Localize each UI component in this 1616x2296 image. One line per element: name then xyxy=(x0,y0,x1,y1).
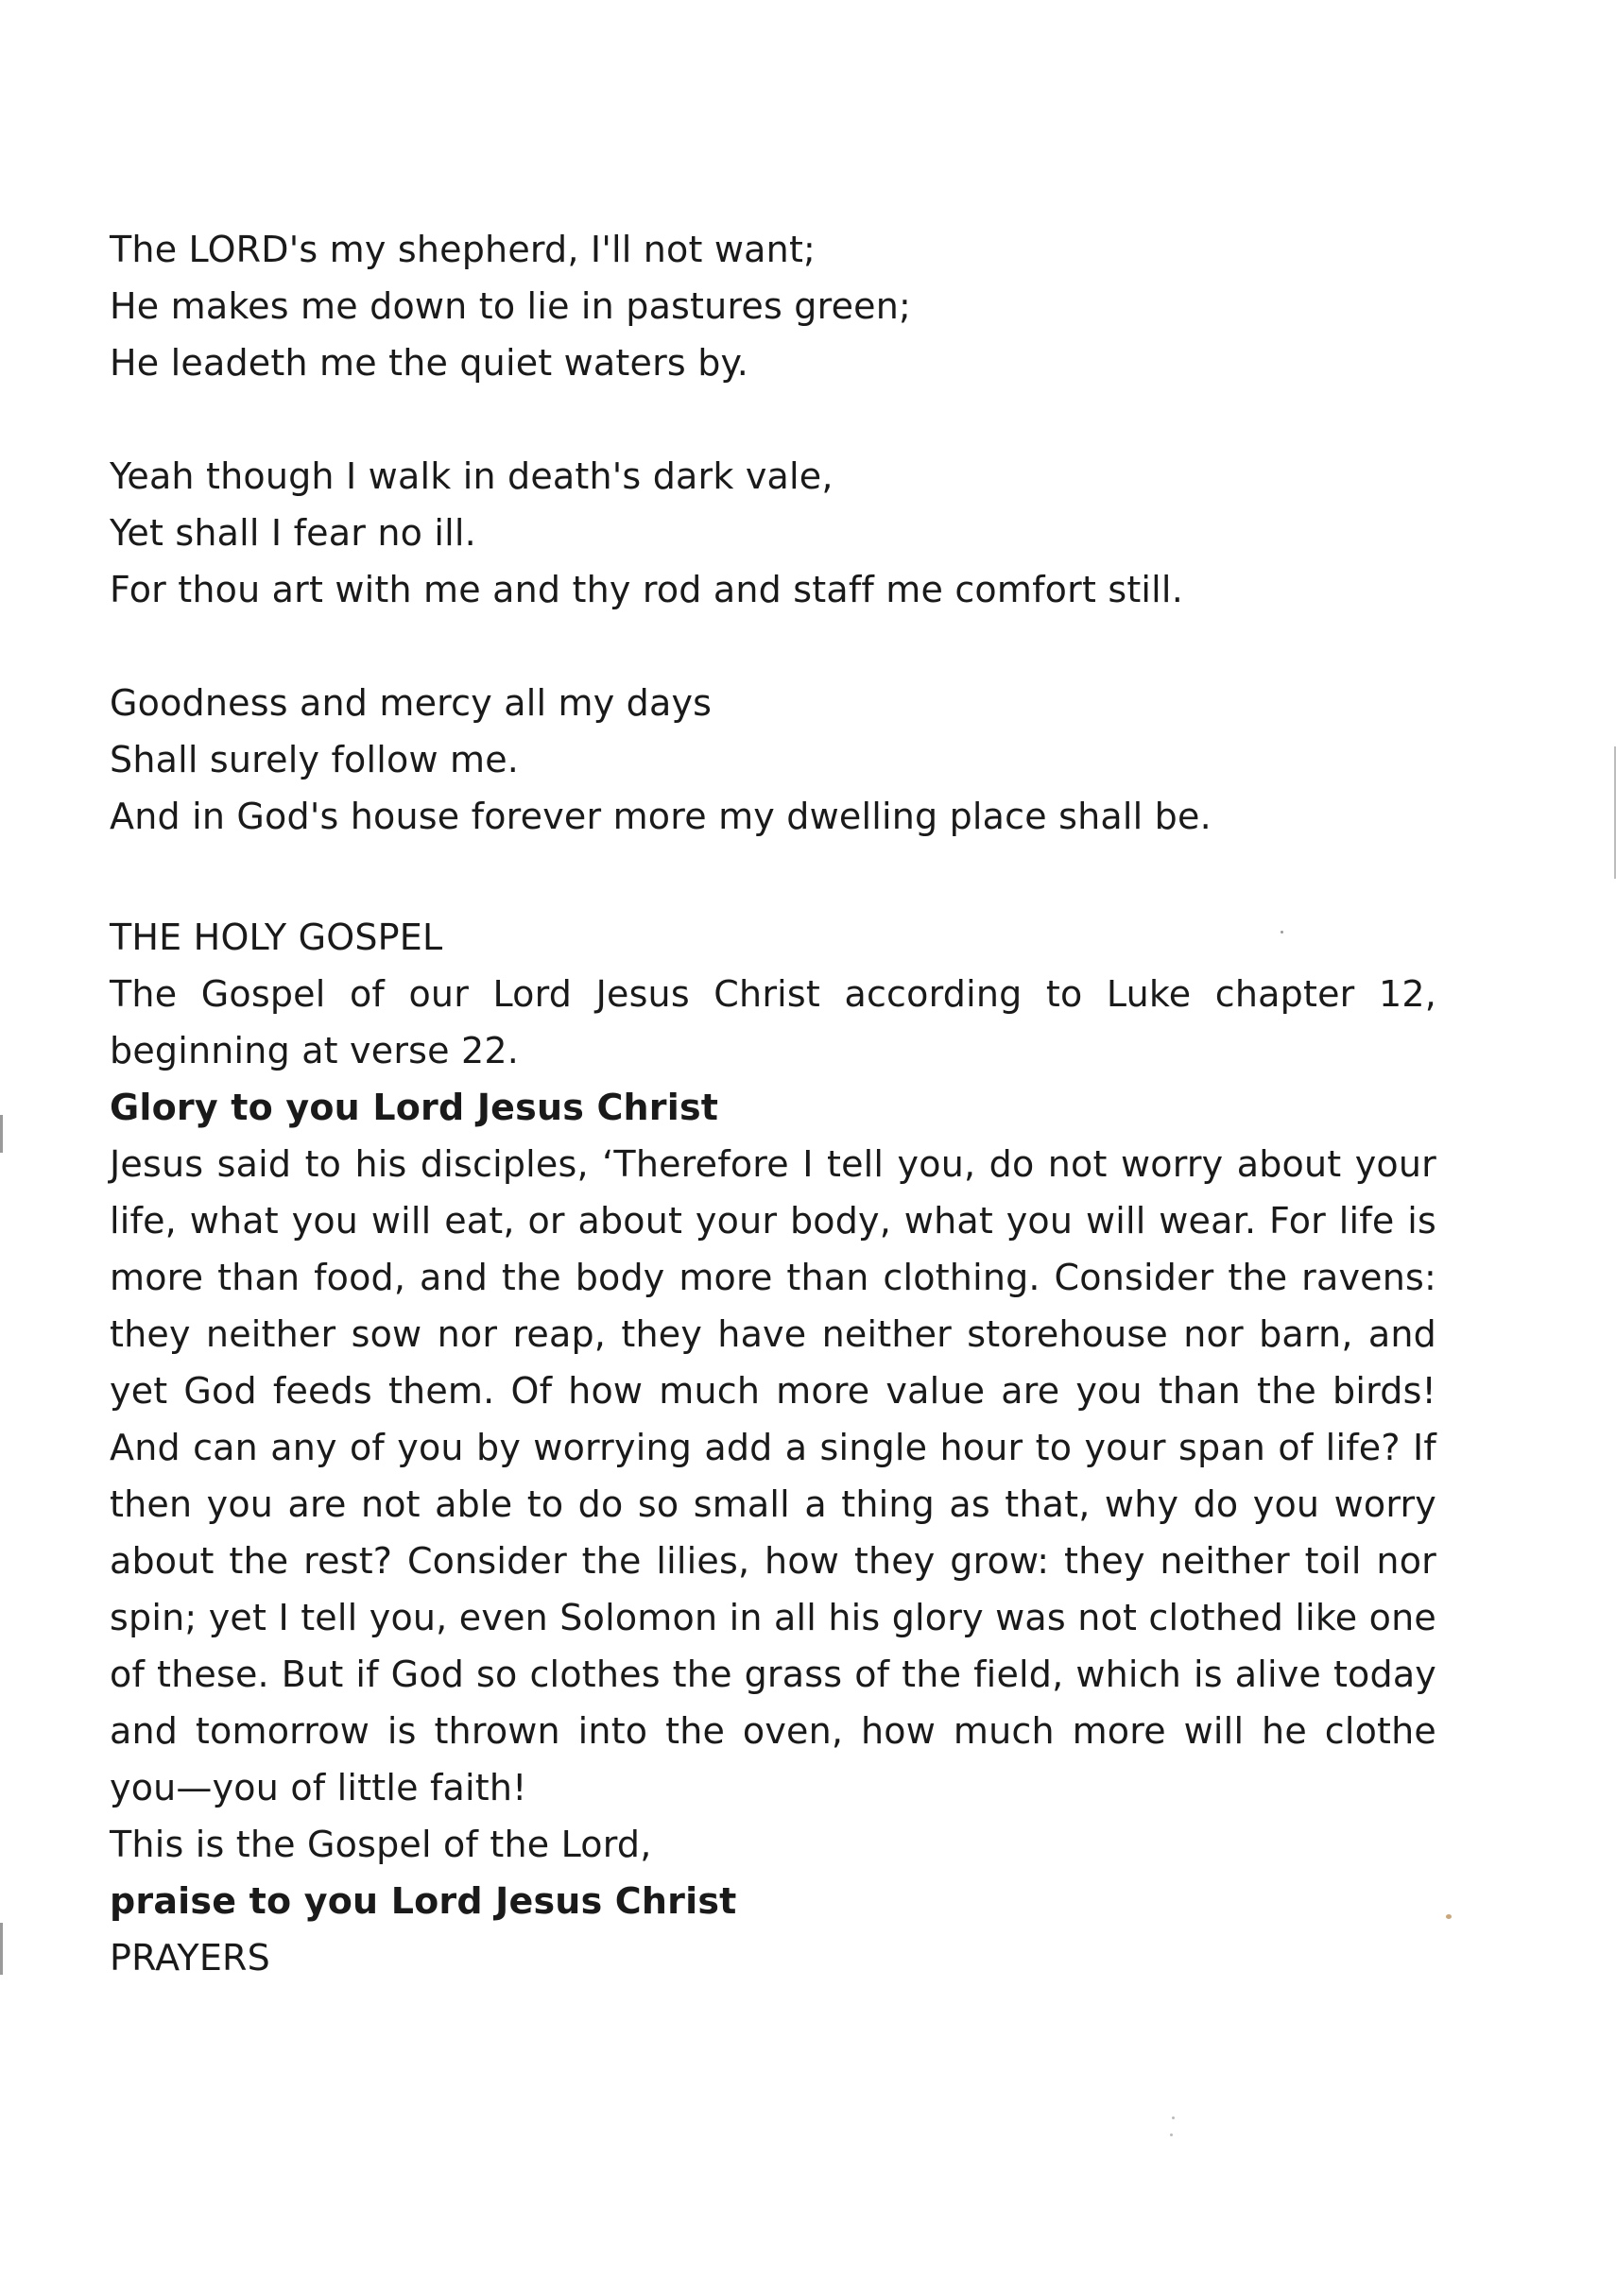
verse-line: He leadeth me the quiet waters by. xyxy=(110,342,749,384)
hymn-verse-2 xyxy=(110,448,1183,618)
gospel-response-praise: praise to you Lord Jesus Christ xyxy=(110,1880,737,1922)
verse-line: Yeah though I walk in death's dark vale, xyxy=(110,455,834,497)
gospel-section xyxy=(110,909,1436,1986)
scan-edge-mark xyxy=(0,1923,3,1975)
verse-line: For thou art with me and thy rod and staff me comfort still. xyxy=(110,569,1183,610)
verse-line: Yet shall I fear no ill. xyxy=(110,512,476,554)
verse-line: Goodness and mercy all my days xyxy=(110,682,713,724)
verse-line: Shall surely follow me. xyxy=(110,739,520,780)
verse-line: The LORD's my shepherd, I'll not want; xyxy=(110,229,817,270)
verse-line: He makes me down to lie in pastures green; xyxy=(110,285,912,327)
gospel-introduction: The Gospel of our Lord Jesus Christ according to Luke chapter 12, beginning at verse 22. xyxy=(110,973,1436,1071)
gospel-closing: This is the Gospel of the Lord, xyxy=(110,1824,652,1865)
prayers-heading: PRAYERS xyxy=(110,1937,270,1979)
scan-speck xyxy=(1170,2133,1173,2136)
verse-line: And in God's house forever more my dwelling place shall be. xyxy=(110,796,1212,837)
gospel-heading: THE HOLY GOSPEL xyxy=(110,917,443,958)
gospel-response-glory: Glory to you Lord Jesus Christ xyxy=(110,1087,719,1128)
scan-speck xyxy=(1281,931,1283,934)
scan-edge-mark xyxy=(0,1115,3,1153)
hymn-verse-3 xyxy=(110,675,1212,845)
scan-speck xyxy=(1172,2116,1175,2119)
scan-speck xyxy=(1446,1914,1452,1919)
hymn-verse-1 xyxy=(110,221,911,391)
gospel-reading-text: Jesus said to his disciples, ‘Therefore I tell you, do not worry about your life, what you will eat, or about your body, what you will wear. For life is more than food, and the body more than clothing. Consider the ravens: they neither sow nor reap, they have neither storehouse nor barn, and yet God feeds them. Of how much more value are you than the birds! And can any of you by worrying add a single hour to your span of life? If then you are not able to do so small a thing as that, why do you worry about the rest? Consider the lilies, how they grow: they neither toil nor spin; yet I tell you, even Solomon in all his glory was not clothed like one of these. But if God so clothes the grass of the field, which is alive today and tomorrow is thrown into the oven, how much more will he clothe you—you of little faith! xyxy=(110,1143,1436,1808)
